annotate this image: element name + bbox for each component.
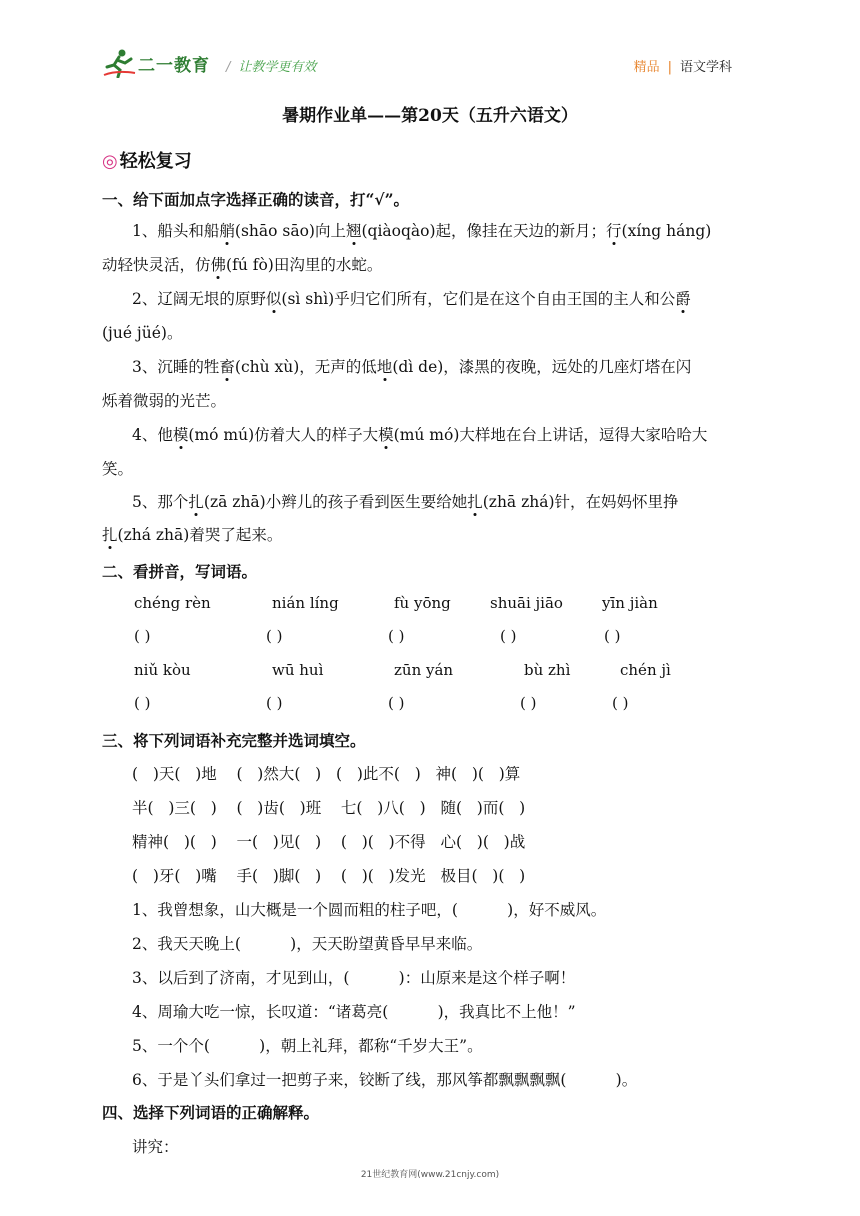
page-title: 暑期作业单——第20天（五升六语文）: [282, 106, 578, 126]
q1-line-2: 动轻快灵活，仿佛(fú fò)田沟里的水蛇。: [102, 256, 383, 274]
q1-line-1: 1、船头和船艄(shāo sāo)向上翘(qiàoqào)起，像挂在天边的新月；行(xíng háng): [132, 222, 712, 240]
slogan-separator: /: [226, 60, 231, 75]
q1-line-10: 扎(zhá zhā)着哭了起来。: [102, 526, 283, 544]
fill-sentence-6: 6、于是丫头们拿过一把剪子来，铰断了线，那风筝都飘飘飘飘( )。: [132, 1071, 638, 1089]
pinyin-item: shuāi jiāo: [490, 594, 563, 612]
runner-logo-icon: [102, 48, 136, 78]
q1-line-5: 3、沉睡的牲畜(chù xù)，无声的低地(dì de)，漆黑的夜晚，远处的几座灯塔在闪: [132, 358, 692, 376]
pinyin-item: fù yōng: [394, 594, 451, 612]
answer-blank[interactable]: ( ): [612, 694, 629, 712]
q3-heading: 三、将下列词语补充完整并选词填空。: [102, 731, 366, 750]
fill-sentence-1: 1、我曾想象，山大概是一个圆而粗的柱子吧，( )，好不威风。: [132, 901, 607, 919]
answer-blank[interactable]: ( ): [266, 627, 283, 645]
pinyin-item: bù zhì: [524, 661, 571, 679]
ring-icon: ◎: [102, 151, 118, 172]
section-review-label: 轻松复习: [119, 151, 192, 172]
pinyin-item: chéng rèn: [134, 594, 211, 612]
q1-line-8: 笑。: [102, 460, 134, 478]
idiom-row-2: 半( )三( ) ( )齿( )班 七( )八( ) 随( )而( ): [132, 799, 526, 817]
section-review: [102, 147, 192, 173]
tag-separator: |: [667, 60, 672, 75]
q1-line-7: 4、他模(mó mú)仿着大人的样子大模(mú mó)大样地在台上讲话，逗得大家哈哈大: [132, 426, 708, 444]
subject-label: 语文学科: [679, 60, 732, 75]
fill-sentence-2: 2、我天天晚上( )，天天盼望黄昏早早来临。: [132, 935, 483, 953]
q2-heading: 二、看拼音，写词语。: [102, 562, 258, 581]
answer-blank[interactable]: ( ): [520, 694, 537, 712]
fill-sentence-3: 3、以后到了济南，才见到山，( )：山原来是这个样子啊！: [132, 969, 576, 987]
answer-blank[interactable]: ( ): [134, 694, 151, 712]
pinyin-item: nián líng: [272, 594, 339, 612]
idiom-row-3: 精神( )( ) 一( )见( ) ( )( )不得 心( )( )战: [132, 833, 526, 851]
idiom-row-1: ( )天( )地 ( )然大( ) ( )此不( ) 神( )( )算: [132, 765, 521, 783]
idiom-row-4: ( )牙( )嘴 手( )脚( ) ( )( )发光 极目( )( ): [132, 867, 526, 885]
answer-blank[interactable]: ( ): [388, 627, 405, 645]
page-footer: 21世纪教育网(www.21cnjy.com): [360, 1170, 500, 1180]
answer-blank[interactable]: ( ): [134, 627, 151, 645]
q1-line-6: 烁着微弱的光芒。: [102, 392, 227, 410]
q4-heading: 四、选择下列词语的正确解释。: [102, 1103, 320, 1122]
q1-line-9: 5、那个扎(zā zhā)小辫儿的孩子看到医生要给她扎(zhā zhá)针，在妈妈怀里挣: [132, 493, 679, 511]
q4-item: 讲究：: [132, 1138, 179, 1156]
slogan: [226, 56, 316, 75]
logo: [102, 48, 210, 78]
slogan-text: 让教学更有效: [238, 60, 317, 75]
answer-blank[interactable]: ( ): [388, 694, 405, 712]
fill-sentence-5: 5、一个个( )，朝上礼拜，都称“千岁大王”。: [132, 1037, 483, 1055]
q1-heading: 一、给下面加点字选择正确的读音，打“√”。: [102, 190, 410, 209]
pinyin-item: yīn jiàn: [602, 594, 658, 612]
pinyin-item: zūn yán: [394, 661, 454, 679]
logo-text: 二一教育: [138, 55, 210, 76]
pinyin-item: wū huì: [272, 661, 324, 679]
q1-line-3: 2、辽阔无垠的原野似(sì shì)乎归它们所有，它们是在这个自由王国的主人和公爵: [132, 290, 691, 308]
answer-blank[interactable]: ( ): [500, 627, 517, 645]
answer-blank[interactable]: ( ): [604, 627, 621, 645]
answer-blank[interactable]: ( ): [266, 694, 283, 712]
q1-line-4: (jué jüé)。: [102, 324, 183, 342]
pinyin-item: chén jì: [620, 661, 671, 679]
quality-label: 精品: [633, 60, 660, 75]
page-header: [102, 44, 762, 84]
subject-tag: [634, 56, 732, 75]
pinyin-item: niǔ kòu: [134, 661, 191, 679]
fill-sentence-4: 4、周瑜大吃一惊，长叹道：“诸葛亮( )，我真比不上他！”: [132, 1003, 576, 1021]
